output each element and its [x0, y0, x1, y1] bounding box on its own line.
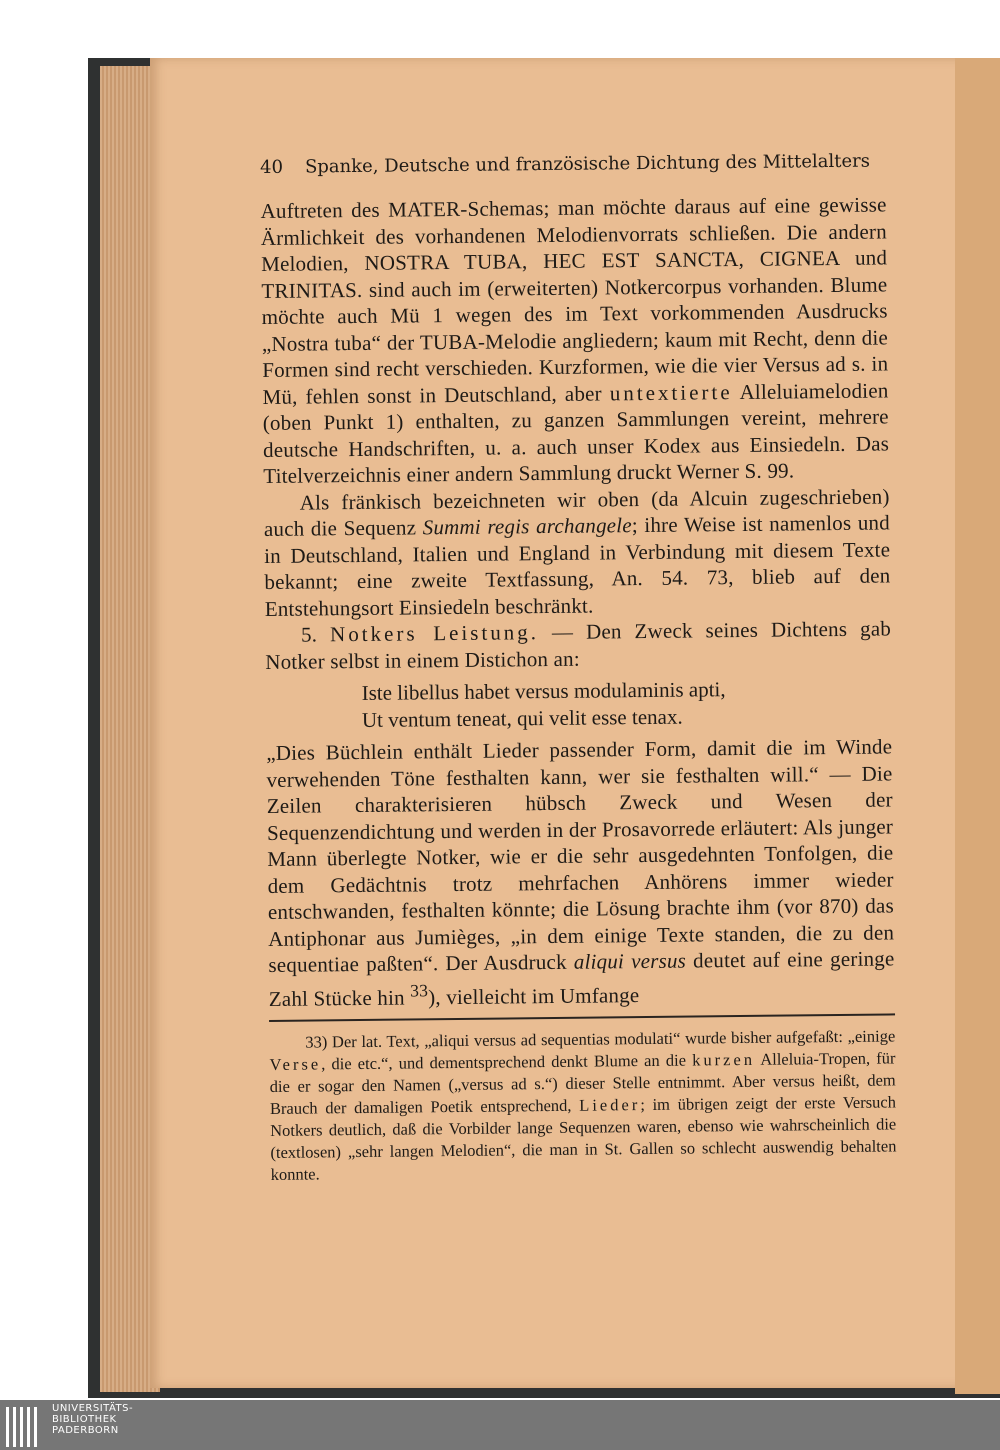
- spaced-word: untextierte: [609, 379, 733, 405]
- footnote-divider: [269, 1013, 895, 1022]
- page-number: 40: [260, 156, 284, 178]
- library-name: UNIVERSITÄTS- BIBLIOTHEK PADERBORN: [52, 1403, 134, 1436]
- running-header: [260, 149, 886, 180]
- footnote-33: 33) Der lat. Text, „aliqui versus ad sequentias modulati“ wurde bisher aufgefaßt: „einige Verse, die etc.“, und dementsprechend denkt Blume an die kurzen Alleluia-Tropen, für die er sogar den Namen („versus ad s.“) dieser Stelle entnimmt. Aber versus heißt, dem Brauch der damaligen Poetik entsprechend, Lieder; im übrigen zeigt der erste Versuch Notkers deutlich, daß die Vorbilder lange Sequenzen waren, ebenso wie wahrscheinlich die (textlosen) „sehr langen Melodien“, die man in St. Gallen so schlecht auswendig behalten konnte.: [269, 1026, 897, 1184]
- body-text: [260, 191, 891, 675]
- paragraph-4: „Dies Büchlein enthält Lieder passender Form, damit die im Winde verwehenden Töne festhalten kann, wer sie festhalten will.“ — Die Zeilen charakterisieren hübsch Zweck und Wesen der Sequenzendichtung und werden in der Prosavorrede erläutert: Als junger Mann überlegte Notker, wie er die sehr ausgedehnten Tonfolgen, die dem Gedächtnis trotz mehrfachen Anhörens immer wieder entschwanden, festhalten könnte; die Lösung brachte ihm (vor 870) das Antiphonar aus Jumièges, „in dem einige Texte standen, die zu den sequentiae paßten“. Der Ausdruck aliqui versus deutet auf eine geringe Zahl Stücke hin $^{33}$), vielleicht im Umfange: [266, 734, 895, 1011]
- verse-line-1: Iste libellus habet versus modulaminis apti,: [361, 677, 726, 705]
- distichon: [265, 674, 892, 734]
- paragraph-1: Auftreten des MATER-Schemas; man möchte daraus auf eine gewisse Ärmlichkeit des vorhandenen Melodienvorrats schließen. Die andern Melodien, NOSTRA TUBA, HEC EST SANCTA, CIGNEA und TRINITAS. sind auch im (erweiterten) Notkercorpus vorhanden. Blume möchte auch Mü 1 wegen des im Text vorkommenden Ausdrucks „Nostra tuba“ der TUBA-Melodie angliedern; kaum mit Recht, denn die Formen sind recht verschieden. Kurzformen, wie die vier Versus ad s. in Mü, fehlen sonst in Deutschland, aber untextierte Alleluiamelodien (oben Punkt 1) enthalten, zu ganzen Sammlungen vereint, mehrere deutsche Handschriften, u. a. auch unser Kodex aus Einsiedeln. Das Titelverzeichnis einer andern Sammlung druckt Werner S. 99.: [260, 192, 890, 488]
- paragraph-3: 5. Notkers Leistung. — Den Zweck seines Dichtens gab Notker selbst in einem Distichon an:: [265, 616, 892, 674]
- sequence-title: Summi regis archangele: [422, 513, 632, 540]
- running-title: Spanke, Deutsche und französische Dichtung des Mittelalters: [304, 150, 871, 178]
- library-footer-bar: [0, 1400, 1000, 1450]
- library-logo-icon: [6, 1403, 46, 1447]
- paragraph-2: Als fränkisch bezeichneten wir oben (da Alcuin zugeschrieben) auch die Sequenz Summi regis archangele; ihre Weise ist namenlos und in Deutschland, Italien und England in Verbindung mit diesem Texte bekannt; eine zweite Textfassung, An. 54. 73, blieb auf den Entstehungsort Einsiedeln beschränkt.: [263, 483, 891, 621]
- section-heading: Notkers Leistung.: [329, 620, 540, 647]
- facing-page-edge: [955, 58, 1000, 1394]
- verse-line-2: Ut ventum teneat, qui velit esse tenax.: [361, 704, 683, 732]
- page-content: [260, 149, 897, 1185]
- footnote-ref: 33: [410, 979, 429, 1000]
- italic-term: aliqui versus: [573, 948, 687, 974]
- body-text-continued: [266, 733, 895, 1012]
